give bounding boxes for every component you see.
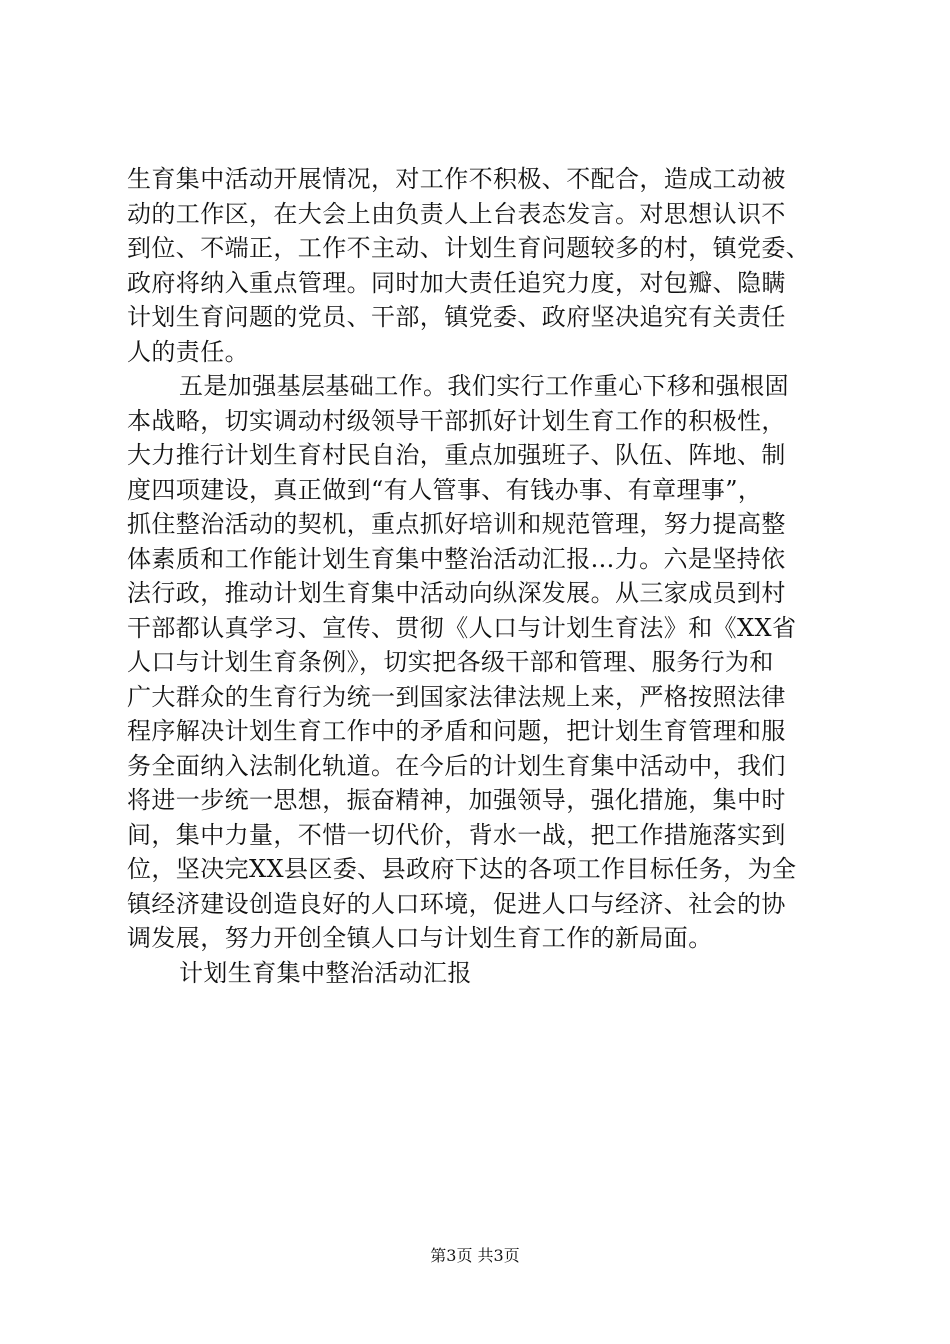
paragraph-start-line: 五是加强基层基础工作。我们实行工作重心下移和强根固 (179, 372, 789, 400)
text-line: 人口与计划生育条例》，切实把各级干部和管理、服务行为和 (127, 648, 774, 676)
text-line: 程序解决计划生育工作中的矛盾和问题，把计划生育管理和服 (127, 717, 786, 745)
text-line: 干部都认真学习、宣传、贯彻《人口与计划生育法》和《XX省 (127, 613, 797, 642)
text-line: 政府将纳入重点管理。同时加大责任追究力度，对包瓣、隐瞒 (127, 268, 786, 297)
text-line: 抓住整治活动的契机，重点抓好培训和规范管理，努力提高整 (127, 510, 786, 538)
text-line: 体素质和工作能计划生育集中整治活动汇报...力。六是坚持依 (127, 544, 786, 573)
text-line: 间，集中力量，不惜一切代价，背水一战，把工作措施落实到 (127, 820, 786, 849)
page-footer (0, 1246, 950, 1266)
text-line: 将进一步统一思想，振奋精神，加强领导，强化措施，集中时 (127, 786, 786, 814)
page-number: 第3页 共3页 (430, 1246, 520, 1265)
text-line: 务全面纳入法制化轨道。在今后的计划生育集中活动中，我们 (127, 751, 786, 780)
document-body (127, 162, 827, 990)
text-line: 动的工作区，在大会上由负责人上台表态发言。对思想认识不 (127, 199, 786, 228)
text-line: 法行政，推动计划生育集中活动向纵深发展。从三家成员到村 (127, 579, 786, 607)
text-line: 镇经济建设创造良好的人口环境，促进人口与经济、社会的协 (127, 889, 786, 918)
text-line: 本战略，切实调动村级领导干部抓好计划生育工作的积极性， (127, 406, 786, 435)
text-line: 度四项建设，真正做到“有人管事、有钱办事、有章理事”， (127, 475, 763, 504)
text-line: 位，坚决完XX县区委、县政府下达的各项工作目标任务，为全 (127, 855, 797, 883)
text-line: 大力推行计划生育村民自治，重点加强班子、队伍、阵地、制 (127, 441, 786, 469)
text-line: 调发展，努力开创全镇人口与计划生育工作的新局面。 (127, 924, 713, 952)
text-line: 到位、不端正，工作不主动、计划生育问题较多的村，镇党委、 (127, 234, 811, 262)
closing-title-line: 计划生育集中整治活动汇报 (179, 958, 472, 987)
text-line: 生育集中活动开展情况，对工作不积极、不配合，造成工动被 (127, 165, 786, 193)
text-line: 计划生育问题的党员、干部，镇党委、政府坚决追究有关责任 (127, 303, 786, 331)
text-line: 广大群众的生育行为统一到国家法律法规上来，严格按照法律 (127, 682, 786, 711)
text-line: 人的责任。 (127, 337, 249, 366)
